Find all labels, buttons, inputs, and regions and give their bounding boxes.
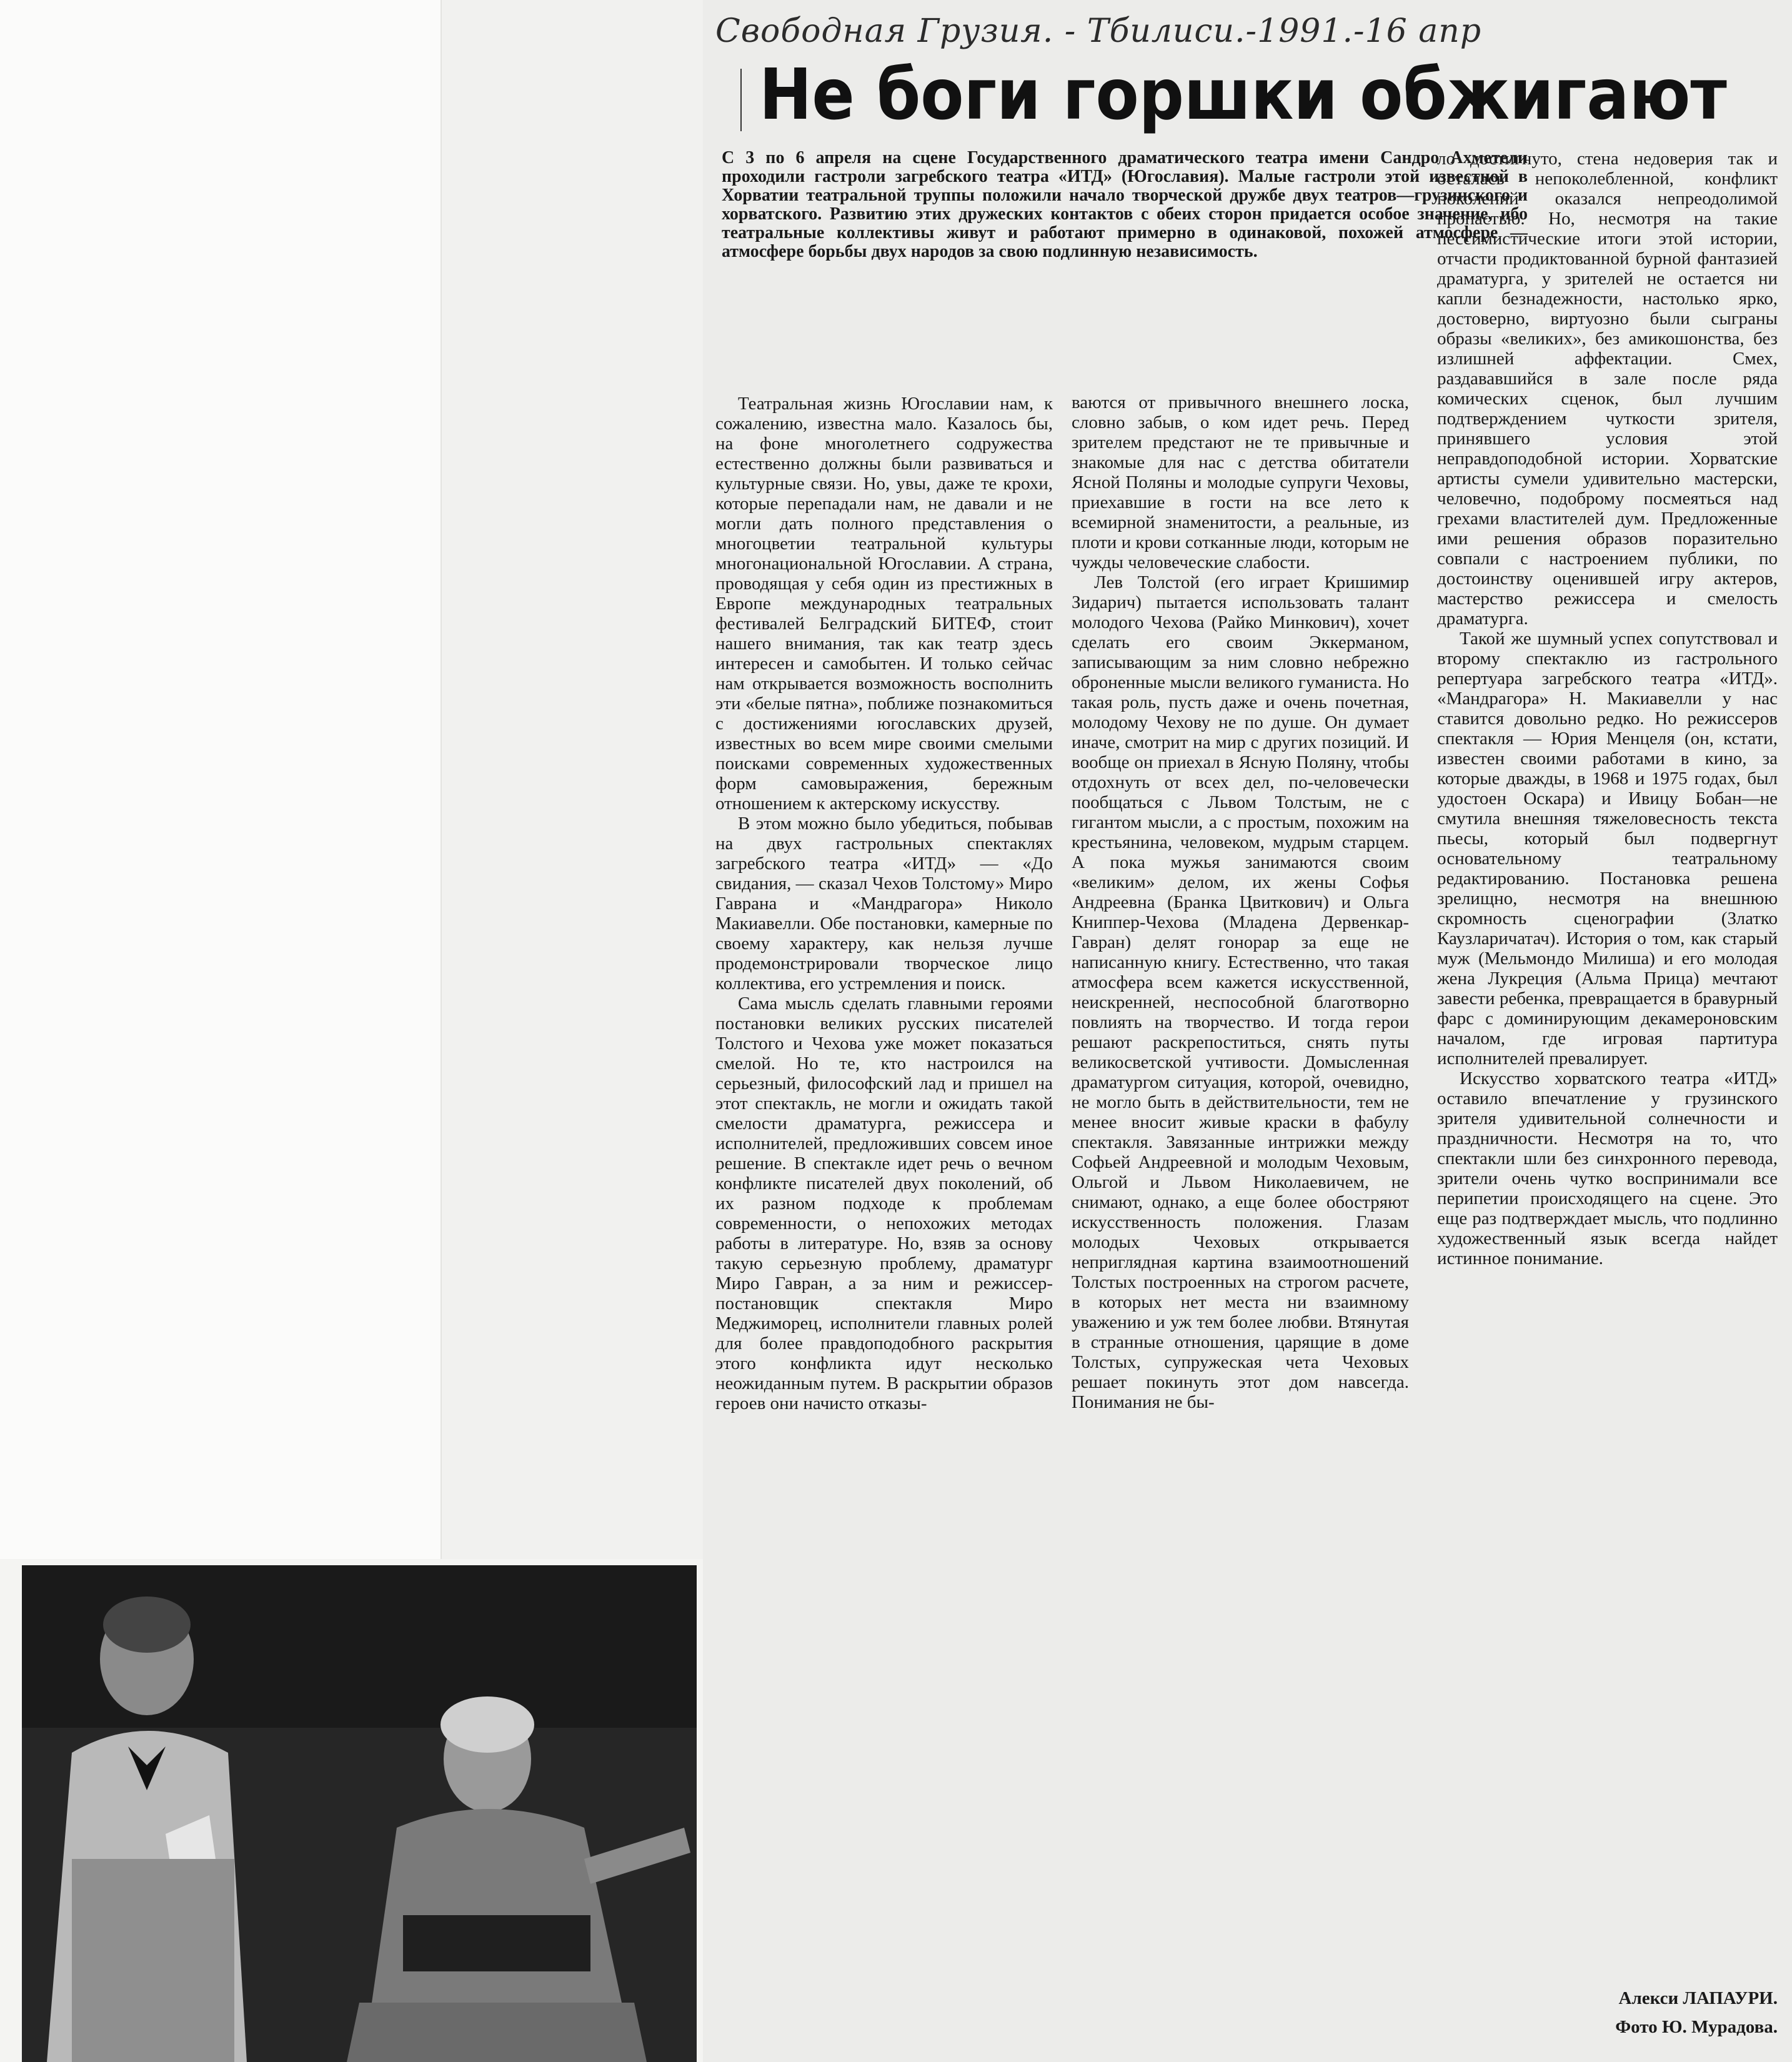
paragraph: ло достигнуто, стена недоверия так и осталась непоколебленной, конфликт поколений оказался непреодолимой пропастью. Но, несмотря на такие пессимистические итоги этой истории, отчасти продиктованной бурной фантазией драматурга, у зрителей не остается ни капли безнадежности, настолько ярко, достоверно, виртуозно были сыграны образы «великих», без амикошонства, без излишней аффектации. Смех, раздававшийся в зале после ряда комических сценок, был лучшим подтверждением чуткости зрителя, принявшего условия этой неправдоподобной истории. Хорватские артисты сумели удивительно мастерски, человечно, подоброму посмеяться над грехами властителей дум. Предложенные ими решения образов поразительно совпали с настроением публики, по достоинству оценившей игру актеров, мастерство режиссера и смелость драматурга. [1437,149,1778,629]
stage-photo-image [22,1565,697,2062]
backing-sheet [0,0,441,1559]
article-column-3 [1437,149,1778,2036]
handwritten-source-note: Свободная Грузия. - Тбилиси.-1991.-16 апр [715,12,1482,50]
paragraph: Такой же шумный успех сопутствовал и второму спектаклю из гастрольного репертуара загребского театра «ИТД». «Мандрагора» Н. Макиавелли у нас ставится довольно редко. Но режиссеров спектакля — Юрия Менцеля (он, кстати, известен своими работами в кино, за которые дважды, в 1968 и 1975 годах, был удостоен Оскара) и Ивицу Бобан—не смутила внешняя тяжеловесность текста пьесы, который был подвергнут основательному театральному редактированию. Постановка решена зрелищно, несмотря на внешнюю скромность сценографии (Златко Каузларичатач). История о том, как старый муж (Мельмондо Милиша) и его молодая жена Лукреция (Альма Прица) мечтают завести ребенка, превращается в бравурный фарс с доминирующим декамероновским началом, где игровая партитура исполнителей превалирует. [1437,629,1778,1068]
paragraph: ваются от привычного внешнего лоска, словно забыв, о ком идет речь. Перед зрителем предстают не те привычные и знакомые для нас с детства обитатели Ясной Поляны и молодые супруги Чеховы, приехавшие в гости на все лето к всемирной знаменитости, а реальные, из плоти и крови сотканные люди, которым не чужды человеческие слабости. [1072,392,1409,572]
paragraph: Сама мысль сделать главными героями постановки великих русских писателей Толстого и Чехова уже может показаться смелой. Но те, кто настроился на серьезный, философский лад и пришел на этот спектакль, не могли и ожидать такой смелости драматурга, режиссера и исполнителей, предложивших совсем иное решение. В спектакле идет речь о вечном конфликте писателей двух поколений, об их разном подходе к проблемам современности, о непохожих методах работы в литературе. Но, взяв за основу такую серьезную проблему, драматург Миро Гавран, а за ним и режиссер-постановщик спектакля Миро Меджиморец, исполнители главных ролей для более правдоподобного раскрытия этого конфликта идут несколько неожиданным путем. В раскрытии образов героев они начисто отказы- [715,994,1053,1413]
paragraph: В этом можно было убедиться, побывав на двух гастрольных спектаклях загребского театра «ИТД» — «До свидания, — сказал Чехов Толстому» Миро Гаврана и «Мандрагора» Николо Макиавелли. Обе постановки, камерные по своему характеру, как нельзя лучше продемонстрировали творческое лицо коллектива, его устремления и поиск. [715,814,1053,994]
newspaper-clipping [703,0,1792,2062]
article-column-2 [1072,392,1409,2055]
article-headline: Не боги горшки обжигают [759,54,1727,136]
article-lead: С 3 по 6 апреля на сцене Государственного драматического театра имени Сандро Ахметели проходили гастроли загребского театра «ИТД» (Югославия). Малые гастроли этой известной в Хорватии театральной труппы положили начало творческой дружбе двух театров—грузинского и хорватского. Развитию этих дружеских контактов с обеих сторон придается особое значение, ибо театральные коллективы живут и работают примерно в одинаковой, похожей атмосфере — атмосфере борьбы двух народов за свою подлинную независимость. [722,149,1528,261]
author-name: Алекси ЛАПАУРИ. [1618,1988,1778,2008]
photo-credit: Фото Ю. Мурадова. [1615,2017,1778,2037]
article-column-1 [715,394,1053,2056]
paragraph: Театральная жизнь Югославии нам, к сожалению, известна мало. Казалось бы, на фоне многолетнего содружества естественно должны были развиваться и культурные связи. Но, увы, даже те крохи, которые перепадали нам, не давали и не могли дать полного представления о многоцветии театральной культуры многонациональной Югославии. А страна, проводящая у себя один из престижных в Европе международных театральных фестивалей Белградский БИТЕФ, стоит нашего внимания, так как театр здесь интересен и самобытен. И только сейчас нам открывается возможность восполнить эти «белые пятна», поближе познакомиться с достижениями югославских друзей, известных во всем мире своими смелыми поисками современных художественных форм самовыражения, бережным отношением к актерскому искусству. [715,394,1053,814]
paragraph: Лев Толстой (его играет Кришимир Зидарич) пытается использовать талант молодого Чехова (Райко Минкович), хочет сделать его своим Эккерманом, записывающим за ним словно небрежно оброненные мысли великого гуманиста. Но такая роль, пусть даже и очень почетная, молодому Чехову не по душе. Он думает иначе, смотрит на мир с других позиций. И вообще он приехал в Ясную Поляну, чтобы отдохнуть от всех дел, по-человечески пообщаться с Львом Толстым, не с гигантом мысли, а с простым, похожим на крестьянина, человеком, мудрым старцем. А пока мужья занимаются своим «великим» делом, их жены Софья Андреевна (Бранка Цвиткович) и Ольга Книппер-Чехова (Младена Дервенкар-Гавран) делят гонорар за еще не написанную книгу. Естественно, что такая атмосфера всем кажется искусственной, неискренней, неспособной благотворно повлиять на творчество. И тогда герои решают раскрепоститься, снять путы великосветской учтивости. Домысленная драматургом ситуация, которой, очевидно, не могло быть в действительности, тем не менее вносит живые краски в фабулу спектакля. Завязанные интрижки между Софьей Андреевной и молодым Чеховым, Ольгой и Львом Николаевичем, не снимают, однако, а еще более обостряют искусственность положения. Глазам молодых Чеховых открывается неприглядная картина взаимоотношений Толстых построенных на строгом расчете, в которых нет места ни взаимному уважению и уж тем более любви. Втянутая в странные отношения, царящие в доме Толстых, супружеская чета Чеховых решает покинуть этот дом навсегда. Понимания не бы- [1072,572,1409,1412]
stage-photo [22,1565,697,2062]
paragraph: Искусство хорватского театра «ИТД» оставило впечатление у грузинского зрителя удивительной солнечности и праздничности. Несмотря на то, что спектакли шли без синхронного перевода, зрители очень чутко воспринимали все перипетии происходящего на сцене. Это еще раз подтверждает мысль, что подлинно художественный язык всегда найдет истинное понимание. [1437,1068,1778,1268]
headline-rule [740,69,742,131]
backing-strip [441,0,704,1559]
article-signature [1515,1984,1778,2046]
